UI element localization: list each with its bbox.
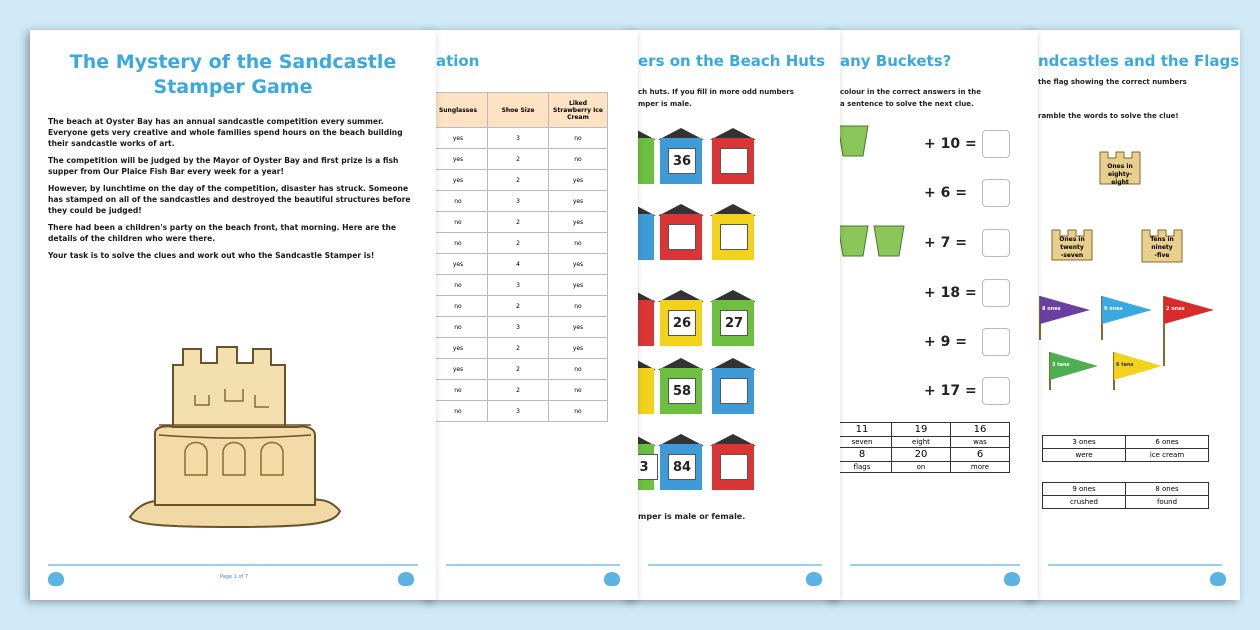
table-cell: no — [429, 275, 488, 296]
answer-grid: 11 19 16 seven eight was 8 20 6 flags on more — [832, 422, 1010, 473]
story-text — [48, 116, 420, 267]
page-5-intro-2: ramble the words to solve the clue! — [1038, 112, 1179, 120]
table-cell: no — [429, 233, 488, 254]
answer-box[interactable] — [982, 229, 1010, 257]
beach-hut-icon — [710, 358, 756, 414]
equation: + 10 = — [924, 136, 977, 152]
table-cell: no — [549, 401, 608, 422]
table-row — [429, 275, 608, 296]
answer-box[interactable] — [982, 377, 1010, 405]
table-cell: 2 — [488, 212, 549, 233]
page-4-intro-1: colour in the correct answers in the — [840, 88, 981, 96]
table-cell: yes — [429, 170, 488, 191]
equation: + 17 = — [924, 383, 977, 399]
table-row — [429, 380, 608, 401]
castle-label: Tens in ninety -five — [1150, 236, 1174, 259]
table-cell: yes — [549, 191, 608, 212]
table-row — [429, 149, 608, 170]
page-5-intro-1: the flag showing the correct numbers — [1038, 78, 1187, 86]
table-cell: 3 — [488, 401, 549, 422]
column-header: Shoe Size — [488, 93, 549, 128]
table-cell: 3 — [488, 128, 549, 149]
answer-box[interactable] — [982, 279, 1010, 307]
bucket-icon — [838, 126, 868, 156]
flag-label: 3 tens — [1052, 362, 1070, 368]
table-cell: yes — [549, 275, 608, 296]
table-cell: no — [549, 149, 608, 170]
bucket-icon — [874, 226, 904, 256]
table-row — [429, 191, 608, 212]
logo-icon — [806, 572, 822, 586]
table-cell: no — [429, 296, 488, 317]
beach-hut-icon: 36 — [658, 128, 704, 184]
table-cell: no — [549, 128, 608, 149]
beach-hut-icon — [658, 204, 704, 260]
bucket-icon — [838, 226, 868, 256]
page-3-intro-1: ch huts. If you fill in more odd numbers — [638, 88, 794, 96]
page-4-intro-2: a sentence to solve the next clue. — [840, 100, 974, 108]
table-cell: yes — [549, 338, 608, 359]
table-cell: 3 — [488, 191, 549, 212]
table-cell: yes — [429, 128, 488, 149]
beach-hut-icon: 3 — [630, 434, 656, 490]
flag-label: 8 ones — [1042, 306, 1061, 312]
table-row — [429, 359, 608, 380]
table-cell: yes — [429, 338, 488, 359]
flag-label: 2 ones — [1166, 306, 1185, 312]
worksheet-page-5 — [1030, 30, 1240, 600]
logo-icon — [1004, 572, 1020, 586]
castle-label: Ones in eighty- eight — [1107, 163, 1133, 186]
equation: + 9 = — [924, 334, 967, 350]
equation: + 18 = — [924, 285, 977, 301]
table-cell: no — [549, 296, 608, 317]
sandcastle-illustration — [125, 335, 345, 535]
table-row — [429, 233, 608, 254]
table-cell: no — [429, 191, 488, 212]
column-header: Sunglasses — [429, 93, 488, 128]
table-cell: no — [429, 401, 488, 422]
answer-table-2: 9 ones 8 ones crushed found — [1042, 482, 1209, 509]
page-footer-line — [648, 564, 822, 566]
table-cell: 2 — [488, 233, 549, 254]
worksheet-page-4 — [832, 30, 1038, 600]
bucket-illustrations — [832, 122, 922, 272]
table-row — [429, 254, 608, 275]
equation: + 7 = — [924, 235, 967, 251]
table-cell: 3 — [488, 317, 549, 338]
table-cell: yes — [429, 359, 488, 380]
logo-icon — [48, 572, 64, 586]
page-number: Page 1 of 7 — [220, 574, 249, 580]
logo-icon — [398, 572, 414, 586]
page-3-bottom-text: mper is male or female. — [638, 512, 746, 521]
table-cell: no — [429, 317, 488, 338]
table-row — [429, 212, 608, 233]
beach-hut-icon — [710, 434, 756, 490]
equation: + 6 = — [924, 185, 967, 201]
page-footer-line — [446, 564, 620, 566]
table-row — [429, 296, 608, 317]
page-3-intro-2: mper is male. — [638, 100, 692, 108]
table-cell: yes — [549, 170, 608, 191]
flag-label: 6 tens — [1116, 362, 1134, 368]
beach-hut-icon: 27 — [710, 290, 756, 346]
column-header: Liked Strawberry Ice Cream — [549, 93, 608, 128]
table-row — [429, 128, 608, 149]
page-4-title: any Buckets? — [840, 52, 952, 70]
table-cell: no — [429, 212, 488, 233]
answer-box[interactable] — [982, 130, 1010, 158]
table-cell: yes — [549, 212, 608, 233]
page-title: The Mystery of the Sandcastle Stamper Game — [69, 51, 397, 98]
answer-table-1: 3 ones 6 ones were ice cream — [1042, 435, 1209, 462]
table-row — [429, 338, 608, 359]
table-cell: 2 — [488, 359, 549, 380]
table-cell: yes — [549, 254, 608, 275]
story-paragraph: The beach at Oyster Bay has an annual sandcastle competition every summer. Everyone gets very creative and whole families spend hours on the beach building their sandcastle works of art. — [48, 117, 403, 148]
worksheet-page-1 — [30, 30, 436, 600]
beach-hut-icon: 58 — [658, 358, 704, 414]
table-cell: 2 — [488, 296, 549, 317]
logo-icon — [1210, 572, 1226, 586]
logo-icon — [604, 572, 620, 586]
beach-hut-icon — [710, 204, 756, 260]
table-cell: no — [429, 380, 488, 401]
table-cell: 2 — [488, 149, 549, 170]
table-cell: no — [549, 359, 608, 380]
beach-hut-icon: 84 — [658, 434, 704, 490]
beach-hut-icon: 26 — [658, 290, 704, 346]
table-cell: 2 — [488, 380, 549, 401]
answer-box[interactable] — [982, 179, 1010, 207]
table-cell: 4 — [488, 254, 549, 275]
beach-hut-icon — [710, 128, 756, 184]
table-cell: 3 — [488, 275, 549, 296]
story-paragraph: Your task is to solve the clues and work out who the Sandcastle Stamper is! — [48, 251, 375, 260]
story-paragraph: However, by lunchtime on the day of the competition, disaster has struck. Someone has stamped on all of the sandcastles and destroyed the beautiful structures before they could be judged! — [48, 184, 411, 215]
page-5-title: ndcastles and the Flags — [1038, 52, 1240, 70]
table-cell: no — [549, 380, 608, 401]
table-cell: 2 — [488, 338, 549, 359]
table-cell: yes — [429, 149, 488, 170]
page-footer-line — [48, 564, 418, 566]
page-3-title: ers on the Beach Huts — [638, 52, 826, 70]
page-2-title: ation — [436, 52, 480, 70]
answer-box[interactable] — [982, 328, 1010, 356]
suspect-table — [428, 92, 608, 422]
castle-label: Ones in twenty -seven — [1059, 236, 1085, 259]
page-footer-line — [1048, 564, 1222, 566]
table-cell: yes — [429, 254, 488, 275]
worksheet-page-3 — [630, 30, 840, 600]
story-paragraph: The competition will be judged by the Mayor of Oyster Bay and first prize is a fish supper from Our Plaice Fish Bar every week for a year! — [48, 156, 399, 176]
flag-label: 9 ones — [1104, 306, 1123, 312]
story-paragraph: There had been a children's party on the beach front, that morning. Here are the details of the children who were there. — [48, 223, 397, 243]
table-row — [429, 317, 608, 338]
table-cell: no — [549, 233, 608, 254]
page-footer-line — [850, 564, 1020, 566]
worksheet-page-2 — [428, 30, 638, 600]
table-cell: 2 — [488, 170, 549, 191]
table-row — [429, 170, 608, 191]
table-cell: yes — [549, 317, 608, 338]
table-row — [429, 401, 608, 422]
